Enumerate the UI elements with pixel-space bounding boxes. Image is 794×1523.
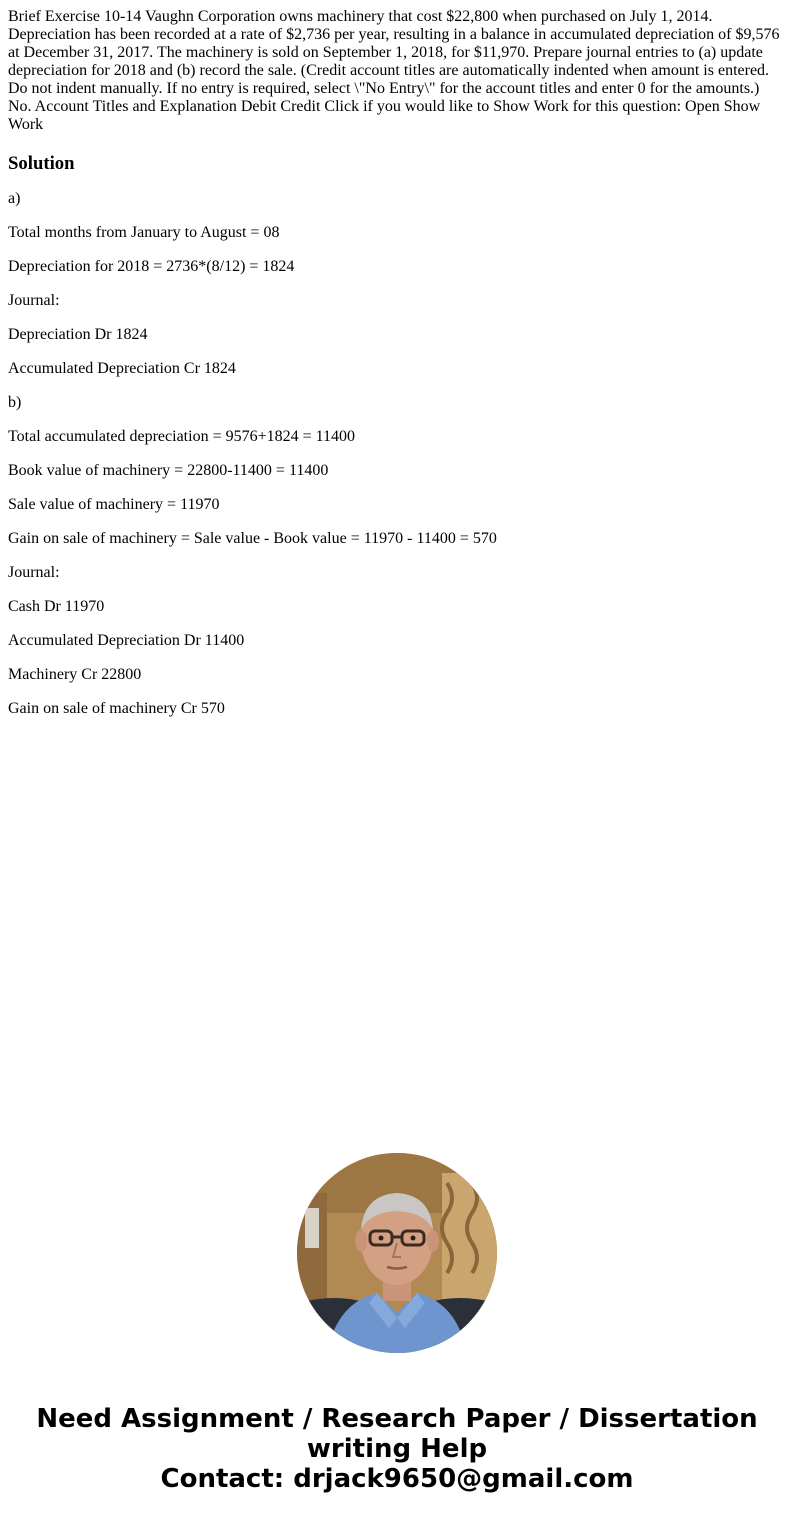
solution-line: Depreciation for 2018 = 2736*(8/12) = 1824 (8, 258, 295, 275)
solution-line: a) (8, 190, 21, 207)
solution-line: Total months from January to August = 08 (8, 224, 280, 241)
solution-line: Gain on sale of machinery = Sale value - Book value = 11970 - 11400 = 570 (8, 530, 497, 547)
banner-contact-line: Contact: drjack9650@gmail.com (160, 1464, 634, 1494)
solution-line: Journal: (8, 292, 60, 309)
contact-banner (0, 1404, 794, 1494)
banner-line-1: Need Assignment / Research Paper / Dissertation (36, 1404, 758, 1434)
solution-line: Total accumulated depreciation = 9576+1824 = 11400 (8, 428, 356, 445)
author-avatar (297, 1153, 497, 1353)
banner-line-2: writing Help (306, 1434, 488, 1464)
document-body (8, 8, 786, 734)
solution-line: Gain on sale of machinery Cr 570 (8, 700, 225, 717)
solution-line: b) (8, 394, 22, 411)
solution-line: Accumulated Depreciation Dr 11400 (8, 632, 245, 649)
solution-line: Journal: (8, 564, 60, 581)
question-text: Brief Exercise 10-14 Vaughn Corporation owns machinery that cost $22,800 when purchased on July 1, 2014. Depreciation has been recorded at a rate of $2,736 per year, resulting in a balance in accumulated depreciation of $9,576 at December 31, 2017. The machinery is sold on September 1, 2018, for $11,970. Prepare journal entries to (a) update depreciation for 2018 and (b) record the sale. (Credit account titles are automatically indented when amount is entered. Do not indent manually. If no entry is required, select \"No Entry\" for the account titles and enter 0 for the amounts.) No. Account Titles and Explanation Debit Credit Click if you would like to Show Work for this question: Open Show Work (8, 8, 780, 133)
solution-line: Accumulated Depreciation Cr 1824 (8, 360, 236, 377)
solution-heading: Solution (8, 153, 75, 174)
solution-line: Machinery Cr 22800 (8, 666, 142, 683)
solution-line: Depreciation Dr 1824 (8, 326, 148, 343)
author-portrait-icon (297, 1153, 497, 1353)
solution-line: Book value of machinery = 22800-11400 = 11400 (8, 462, 329, 479)
solution-line: Sale value of machinery = 11970 (8, 496, 220, 513)
solution-line: Cash Dr 11970 (8, 598, 105, 615)
